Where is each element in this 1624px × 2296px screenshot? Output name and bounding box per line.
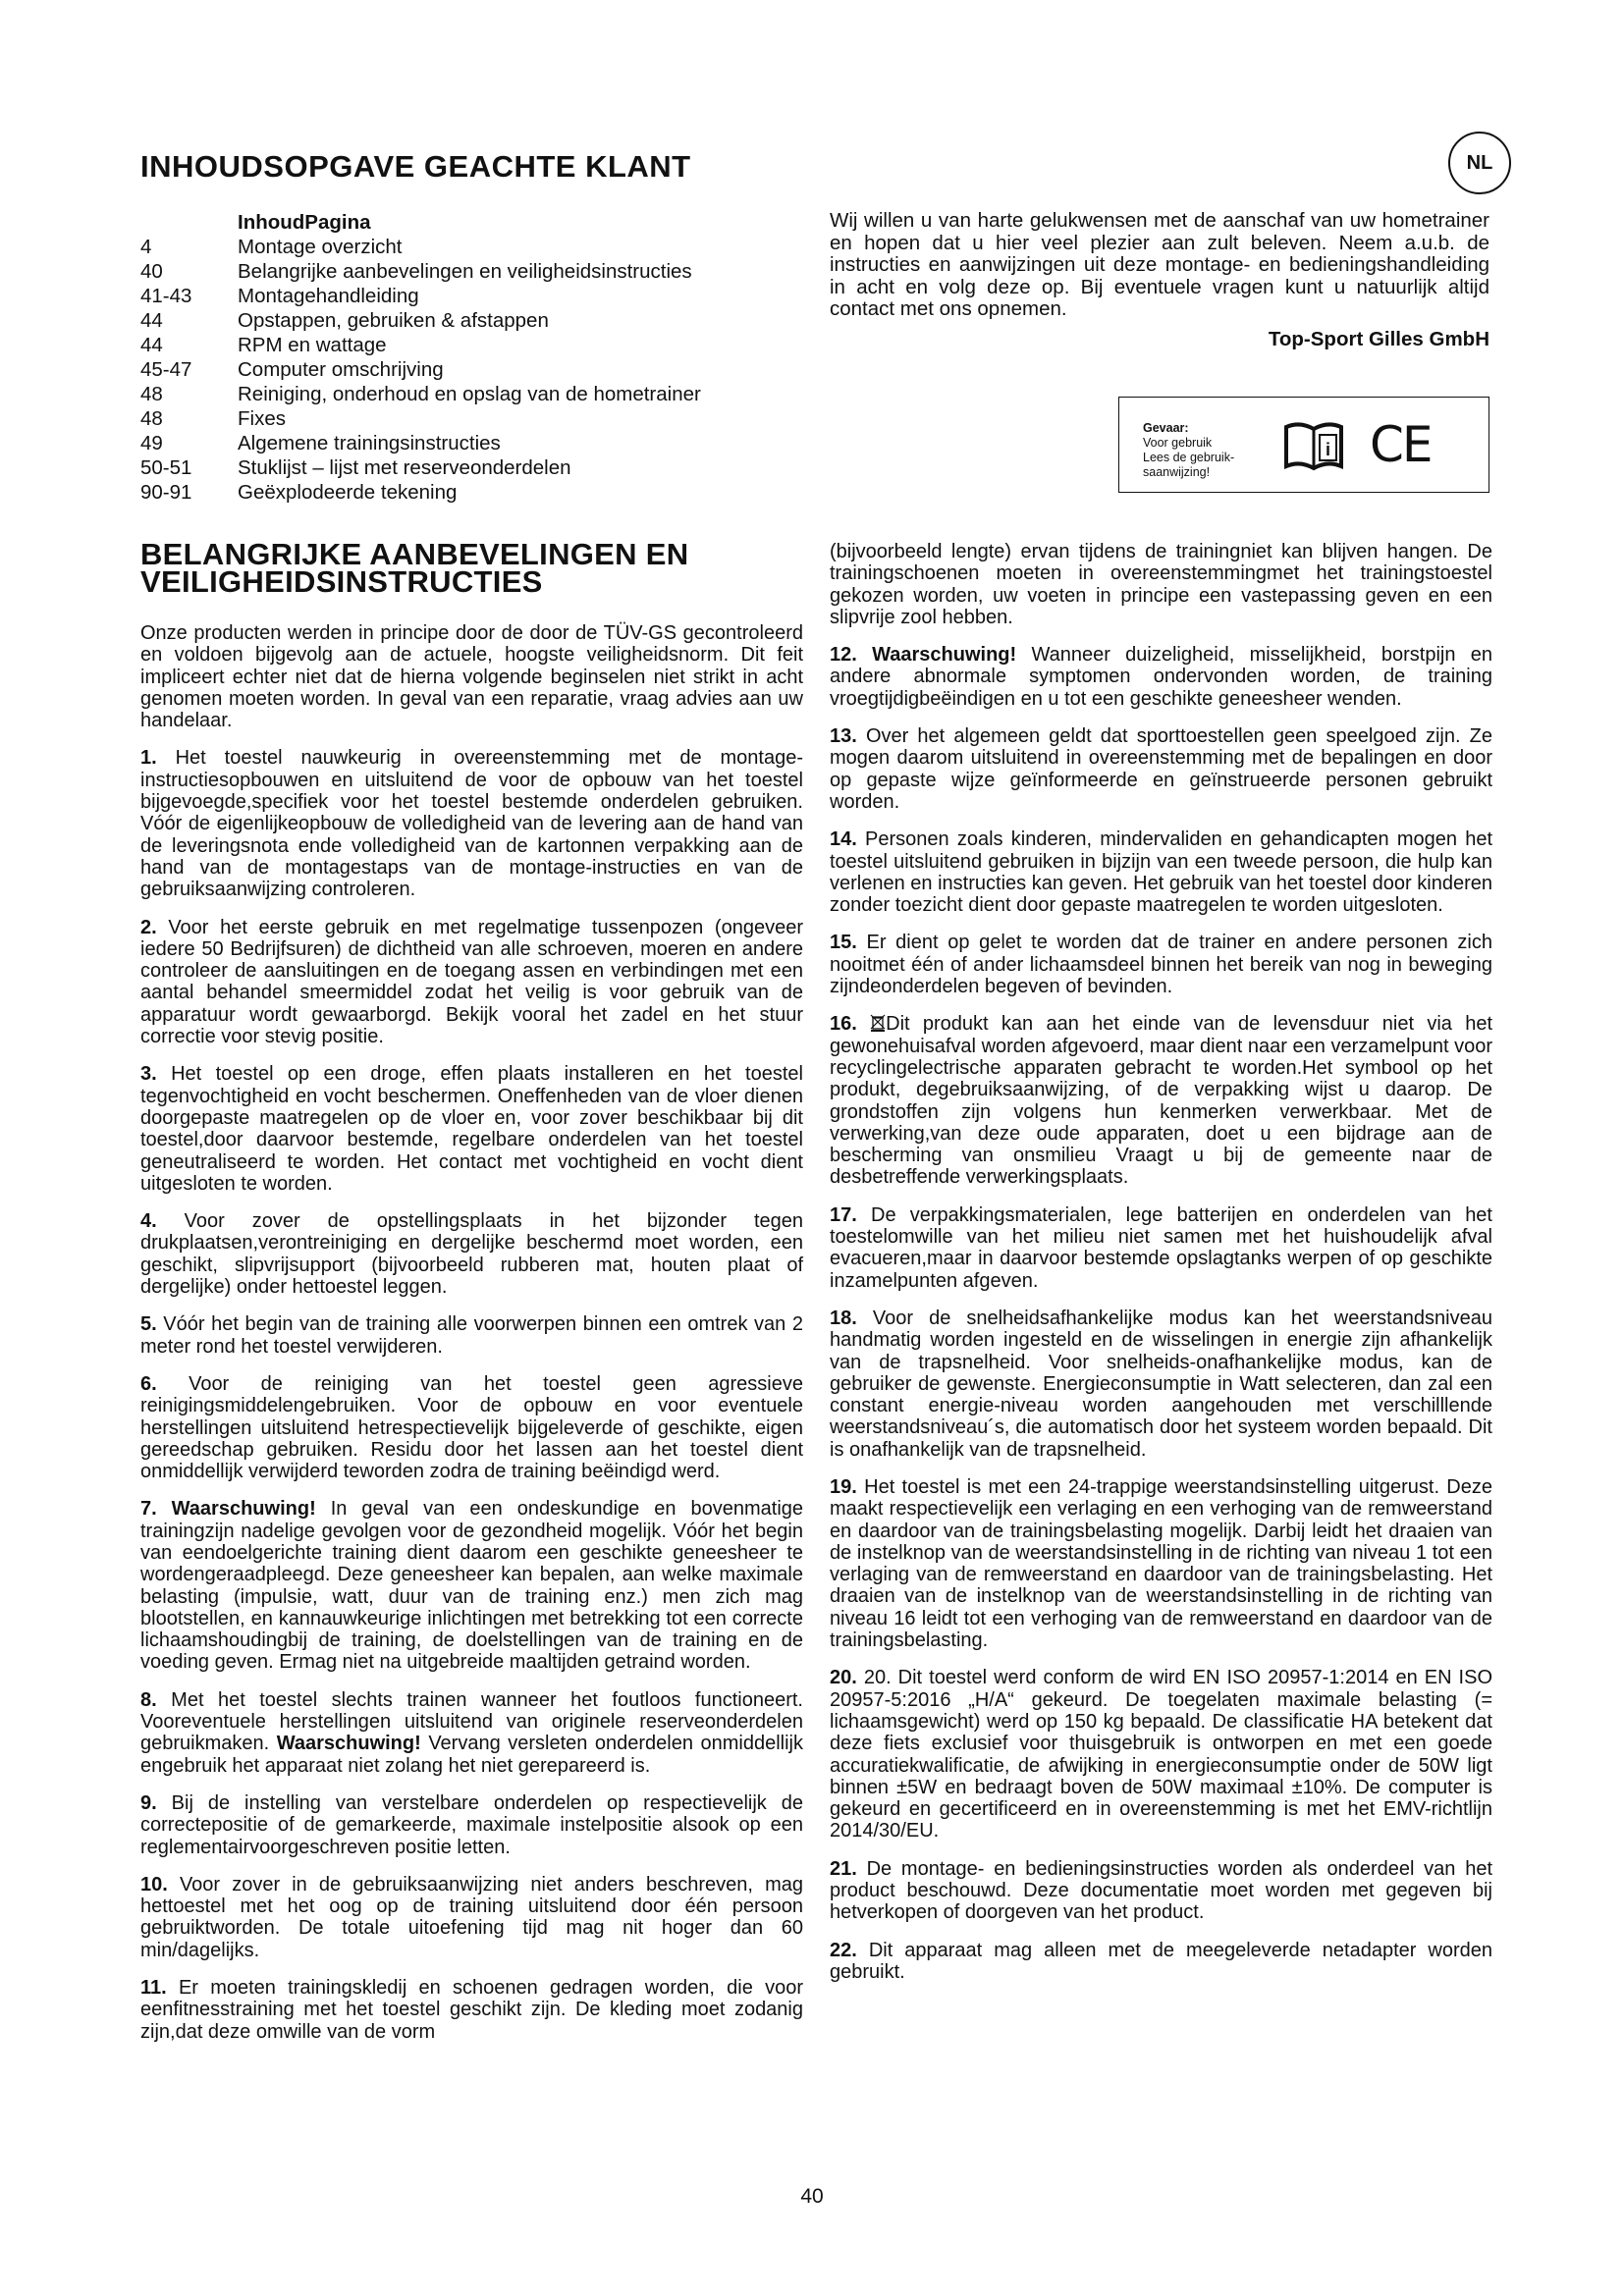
safety-heading [140,537,808,599]
warning-line: saanwijzing! [1143,465,1211,479]
svg-text:i: i [1325,440,1331,459]
toc-page-number: 44 [140,334,163,356]
toc-label: Belangrijke aanbevelingen en veiligheidsinstructies [238,260,692,283]
toc-item [140,357,808,382]
safety-heading-line1: BELANGRIJKE AANBEVELINGEN EN [140,537,689,571]
safety-heading-line2: VEILIGHEIDSINSTRUCTIES [140,564,543,599]
warning-text [1143,421,1234,480]
signature: Top-Sport Gilles GmbH [1268,327,1489,350]
read-manual-icon [1282,419,1345,472]
toc-page-number: 45-47 [140,358,192,381]
instruction-22: 22. Dit apparaat mag alleen met de meegeleverde netadapter worden gebruikt. [830,1939,1492,1983]
toc-page-number: 48 [140,407,163,430]
toc-item [140,406,808,431]
toc-item [140,333,808,357]
toc-label: Computer omschrijving [238,358,444,381]
instruction-20: 20. 20. Dit toestel werd conform de wird EN ISO 20957-1:2014 en EN ISO 20957-5:2016 „H/A“ gekeurd. De toegelaten maximale belasting (= lichaamsgewicht) werd op 150 kg bepaald. De classificatie HA betekent dat deze fiets exclusief voor thuisgebruik is ontworpen en met een goede accuratiekwalificatie, de afwijking in energieconsumptie onder de 50W ligt binnen ±5W en bedraagt boven de 50W maximaal ±10%. De computer is gekeurd en gecertificeerd en in overeenstemming is met het EMV-richtlijn 2014/30/EU. [830,1667,1492,1842]
toc-label: Stuklijst – lijst met reserveonderdelen [238,456,571,479]
instruction-13: 13. Over het algemeen geldt dat sporttoestellen geen speelgoed zijn. Ze mogen daarom uitsluitend in overeenstemming met de bepalingen en door op gepaste wijze geïnformeerde en geïnstrueerde personen gebruikt worden. [830,725,1492,813]
instruction-2: 2. Voor het eerste gebruik en met regelmatige tussenpozen (ongeveer iedere 50 Bedrijfsuren) de dichtheid van alle schroeven, moeren en andere controleer de aansluitingen en de toegang assen en verbindingen met een aantal behandel smeermiddel zodat het veilig is voor gebruik van de apparatuur wordt gewaarborgd. Bekijk vooral het zadel en het stuur correctie voor stevig positie. [140,916,803,1048]
toc-item [140,455,808,480]
safety-left-column [140,622,803,2058]
language-badge: NL [1448,132,1511,194]
ce-mark: CE [1370,416,1432,473]
toc-page-number: 41-43 [140,285,192,307]
instruction-15: 15. Er dient op gelet te worden dat de trainer en andere personen zich nooitmet één of ander lichaamsdeel binnen het bereik van nog in beweging zijndeonderdelen begeven of bevinden. [830,932,1492,998]
warning-line: Lees de gebruik- [1143,451,1235,464]
toc-item [140,431,808,455]
instruction-17: 17. De verpakkingsmaterialen, lege batterijen en onderdelen van het toestelomwille van het milieu niet samen met het huishoudelijk afval evacueren,maar in daarvoor bestemde opslagtanks werpen of op geschikte inzamelpunten afgeven. [830,1203,1492,1292]
toc-item [140,480,808,505]
toc-page-number: 48 [140,383,163,405]
instruction-11-continued: (bijvoorbeeld lengte) ervan tijdens de trainingniet kan blijven hangen. De trainingschoenen moeten in overeenstemmingmet het trainingstoestel gekozen worden, uw voeten in principe een vastepassing geven en een slipvrije zool hebben. [830,541,1492,628]
toc-heading: InhoudPagina [238,211,371,234]
safety-right-column [830,541,1492,1999]
instruction-9: 9. Bij de instelling van verstelbare onderdelen op respectievelijk de correctepositie of de gemarkeerde, maximale instelpositie alsook op een reglementairvoorgeschreven positie letten. [140,1791,803,1858]
instruction-7: 7. Waarschuwing! In geval van een ondeskundige en bovenmatige trainingzijn nadelige gevolgen voor de gezondheid mogelijk. Vóór het begin van eendoelgerichte training dient daarom een geschikte geneesheer te wordengeraadpleegd. Deze geneesheer kan bepalen, aan welke maximale belasting (impulsie, watt, duur van de training enz.) men zich mag blootstellen, en kannauwkeurige inlichtingen met betrekking tot een correcte lichaamshoudingbij de training, de doelstellingen van de training en de voeding geven. Ermag niet na uitgebreide maaltijden getraind worden. [140,1498,804,1674]
instruction-12: 12. Waarschuwing! Wanneer duizeligheid, misselijkheid, borstpijn en andere abnormale symptomen ondervonden worden, de training vroegtijdigbeëindigen en u tot een geschikte geneesheer wenden. [830,644,1492,710]
page-title: INHOUDSOPGAVE GEACHTE KLANT [140,149,691,184]
table-of-contents [140,210,808,505]
intro-text: Wij willen u van harte gelukwensen met de aanschaf van uw hometrainer en hopen dat u hier veel plezier aan zult beleven. Neem a.u.b. de instructies en aanwijzingen uit deze montage- en bedieningshandleiding in acht en volg deze op. Bij eventuele vragen kunt u natuurlijk altijd contact met ons opnemen. [830,209,1489,320]
toc-page-number: 40 [140,260,163,283]
toc-label: Opstappen, gebruiken & afstappen [238,309,549,332]
toc-item [140,308,808,333]
instruction-16: 16. Dit produkt kan aan het einde van de levensduur niet via het gewonehuisafval worden afgevoerd, maar dient naar een verzamelpunt voor recyclingelectrische apparaten gebracht te worden.Het symbool op het produkt, degebruiksaanwijzing, of de verpakking wijst u daarop. De grondstoffen zijn volgens hun kenmerken verwerkbaar. Met de verwerking,van deze oude apparaten, doet u een bijdrage aan de bescherming van onsmilieu Vraagt u bij de gemeente naar de desbetreffende verwerkingsplaats. [830,1013,1492,1189]
warning-line: Voor gebruik [1143,436,1213,450]
toc-label: RPM en wattage [238,334,387,356]
toc-label: Montage overzicht [238,236,403,258]
instruction-8: 8. Met het toestel slechts trainen wanneer het foutloos functioneert. Vooreventuele herstellingen uitsluitend van originele reserveonderdelen gebruikmaken. Waarschuwing! Vervang versleten onderdelen onmiddellijk engebruik het apparaat niet zolang het niet gerepareerd is. [140,1688,804,1777]
warning-title: Gevaar: [1143,421,1189,435]
weee-bin-icon [870,1014,886,1032]
instruction-5: 5. Vóór het begin van de training alle voorwerpen binnen een omtrek van 2 meter rond het toestel verwijderen. [140,1313,803,1358]
safety-intro: Onze producten werden in principe door de door de TÜV-GS gecontroleerd en voldoen bijgevolg aan de actuele, hoogste veiligheidsnorm. Dit feit impliceert echter niet dat de hierna volgende beginselen niet strikt in acht genomen moeten worden. In geval van een reparatie, vraag advies aan uw handelaar. [140,622,803,732]
instruction-3: 3. Het toestel op een droge, effen plaats installeren en het toestel tegenvochtigheid en vocht beschermen. Oneffenheden van de vloer dienen doorgepaste maatregelen op de vloer en, voor zover beschikbaar bij dit toestel,door daarvoor bestemde, regelbare onderdelen van het toestel geneutraliseerd te worden. Het contact met vochtigheid en vocht dient uitgesloten te worden. [140,1063,803,1195]
toc-page-number: 90-91 [140,481,192,504]
instruction-14: 14. Personen zoals kinderen, mindervaliden en gehandicapten mogen het toestel uitsluitend gebruiken in bijzijn van een tweede persoon, die hulp kan verlenen en instructies kan geven. Het gebruik van het toestel door kinderen zonder toezicht dient door gepaste maatregelen te worden uitgesloten. [830,828,1493,917]
instruction-21: 21. De montage- en bedieningsinstructies worden als onderdeel van het product beschouwd. Deze documentatie moet worden met gegeven bij hetverkopen of doorgeven van het product. [830,1857,1492,1924]
instruction-6: 6. Voor de reiniging van het toestel geen agressieve reinigingsmiddelengebruiken. Voor de opbouw en voor eventuele herstellingen uitsluitend hetrespectievelijk bijgeleverde of geschikte, eigen gereedschap gebruiken. Residu door het lassen aan het toestel dient onmiddellijk verwijderd teworden zodra de training beëindigd werd. [140,1372,803,1483]
toc-label: Montagehandleiding [238,285,419,307]
toc-label: Algemene trainingsinstructies [238,432,501,454]
instruction-4: 4. Voor zover de opstellingsplaats in het bijzonder tegen drukplaatsen,verontreiniging en dergelijke beschermd moet worden, een geschikt, slipvrijsupport (bijvoorbeeld rubberen mat, houten plaat of dergelijke) onder hettoestel leggen. [140,1210,803,1299]
page-number: 40 [800,2185,824,2208]
toc-item [140,284,808,308]
toc-page-number: 50-51 [140,456,192,479]
instruction-18: 18. Voor de snelheidsafhankelijke modus kan het weerstandsniveau handmatig worden ingesteld en de wisselingen in energie zijn afhankelijk van de trapsnelheid. Voor snelheids-onafhankelijke modus, kan de gebruiker de gewenste. Energieconsumptie in Watt selecteren, dan zal een constant energie-niveau worden aangehouden met verschilllende weerstandsniveau´s, die automatisch door het systeem worden bepaald. Dit is onafhankelijk van de trapsnelheid. [830,1307,1492,1461]
instruction-10: 10. Voor zover in de gebruiksaanwijzing niet anders beschreven, mag hettoestel met het oog op de training uitsluitend door één persoon gebruiktworden. De totale uitoefening tijd mag nit hoger dan 60 min/dagelijks. [140,1873,803,1961]
toc-item [140,235,808,259]
toc-item [140,259,808,284]
toc-label: Geëxplodeerde tekening [238,481,458,504]
instruction-1: 1. Het toestel nauwkeurig in overeenstemming met de montage-instructiesopbouwen en uitsluitend de voor de opbouw van het toestel bijgevoegde,specifiek voor het toestel bestemde onderdelen gebruiken. Vóór de eigenlijkeopbouw de volledigheid van de levering aan de hand van de leveringsnota ende volledigheid van de kartonnen verpakking aan de hand van de montagestaps van de montage-instructies en van de gebruiksaanwijzing controleren. [140,747,803,901]
toc-label: Fixes [238,407,286,430]
toc-page-number: 4 [140,236,152,258]
toc-page-number: 49 [140,432,163,454]
toc-page-number: 44 [140,309,163,332]
toc-label: Reiniging, onderhoud en opslag van de hometrainer [238,383,701,405]
instruction-11: 11. Er moeten trainingskledij en schoenen gedragen worden, die voor eenfitnesstraining met het toestel geschikt zijn. De kleding moet zodanig zijn,dat deze omwille van de vorm [140,1977,803,2043]
instruction-19: 19. Het toestel is met een 24-trappige weerstandsinstelling uitgerust. Deze maakt respectievelijk een verlaging en een verhoging van de remweerstand en daardoor van de trainingsbelasting mogelijk. Darbij leidt het draaien van de instelknop van de weerstandsinstelling in de richting van niveau 1 tot een verlaging van de remweerstand en daardoor van de trainingsbelasting. Het draaien van de instelknop van de weerstandsinstelling in de richting van niveau 16 leidt tot een verhoging van de remweerstand en daardoor van de trainingsbelasting. [830,1475,1492,1652]
warning-box [1118,397,1489,493]
intro-block [830,210,1489,350]
toc-item [140,382,808,406]
